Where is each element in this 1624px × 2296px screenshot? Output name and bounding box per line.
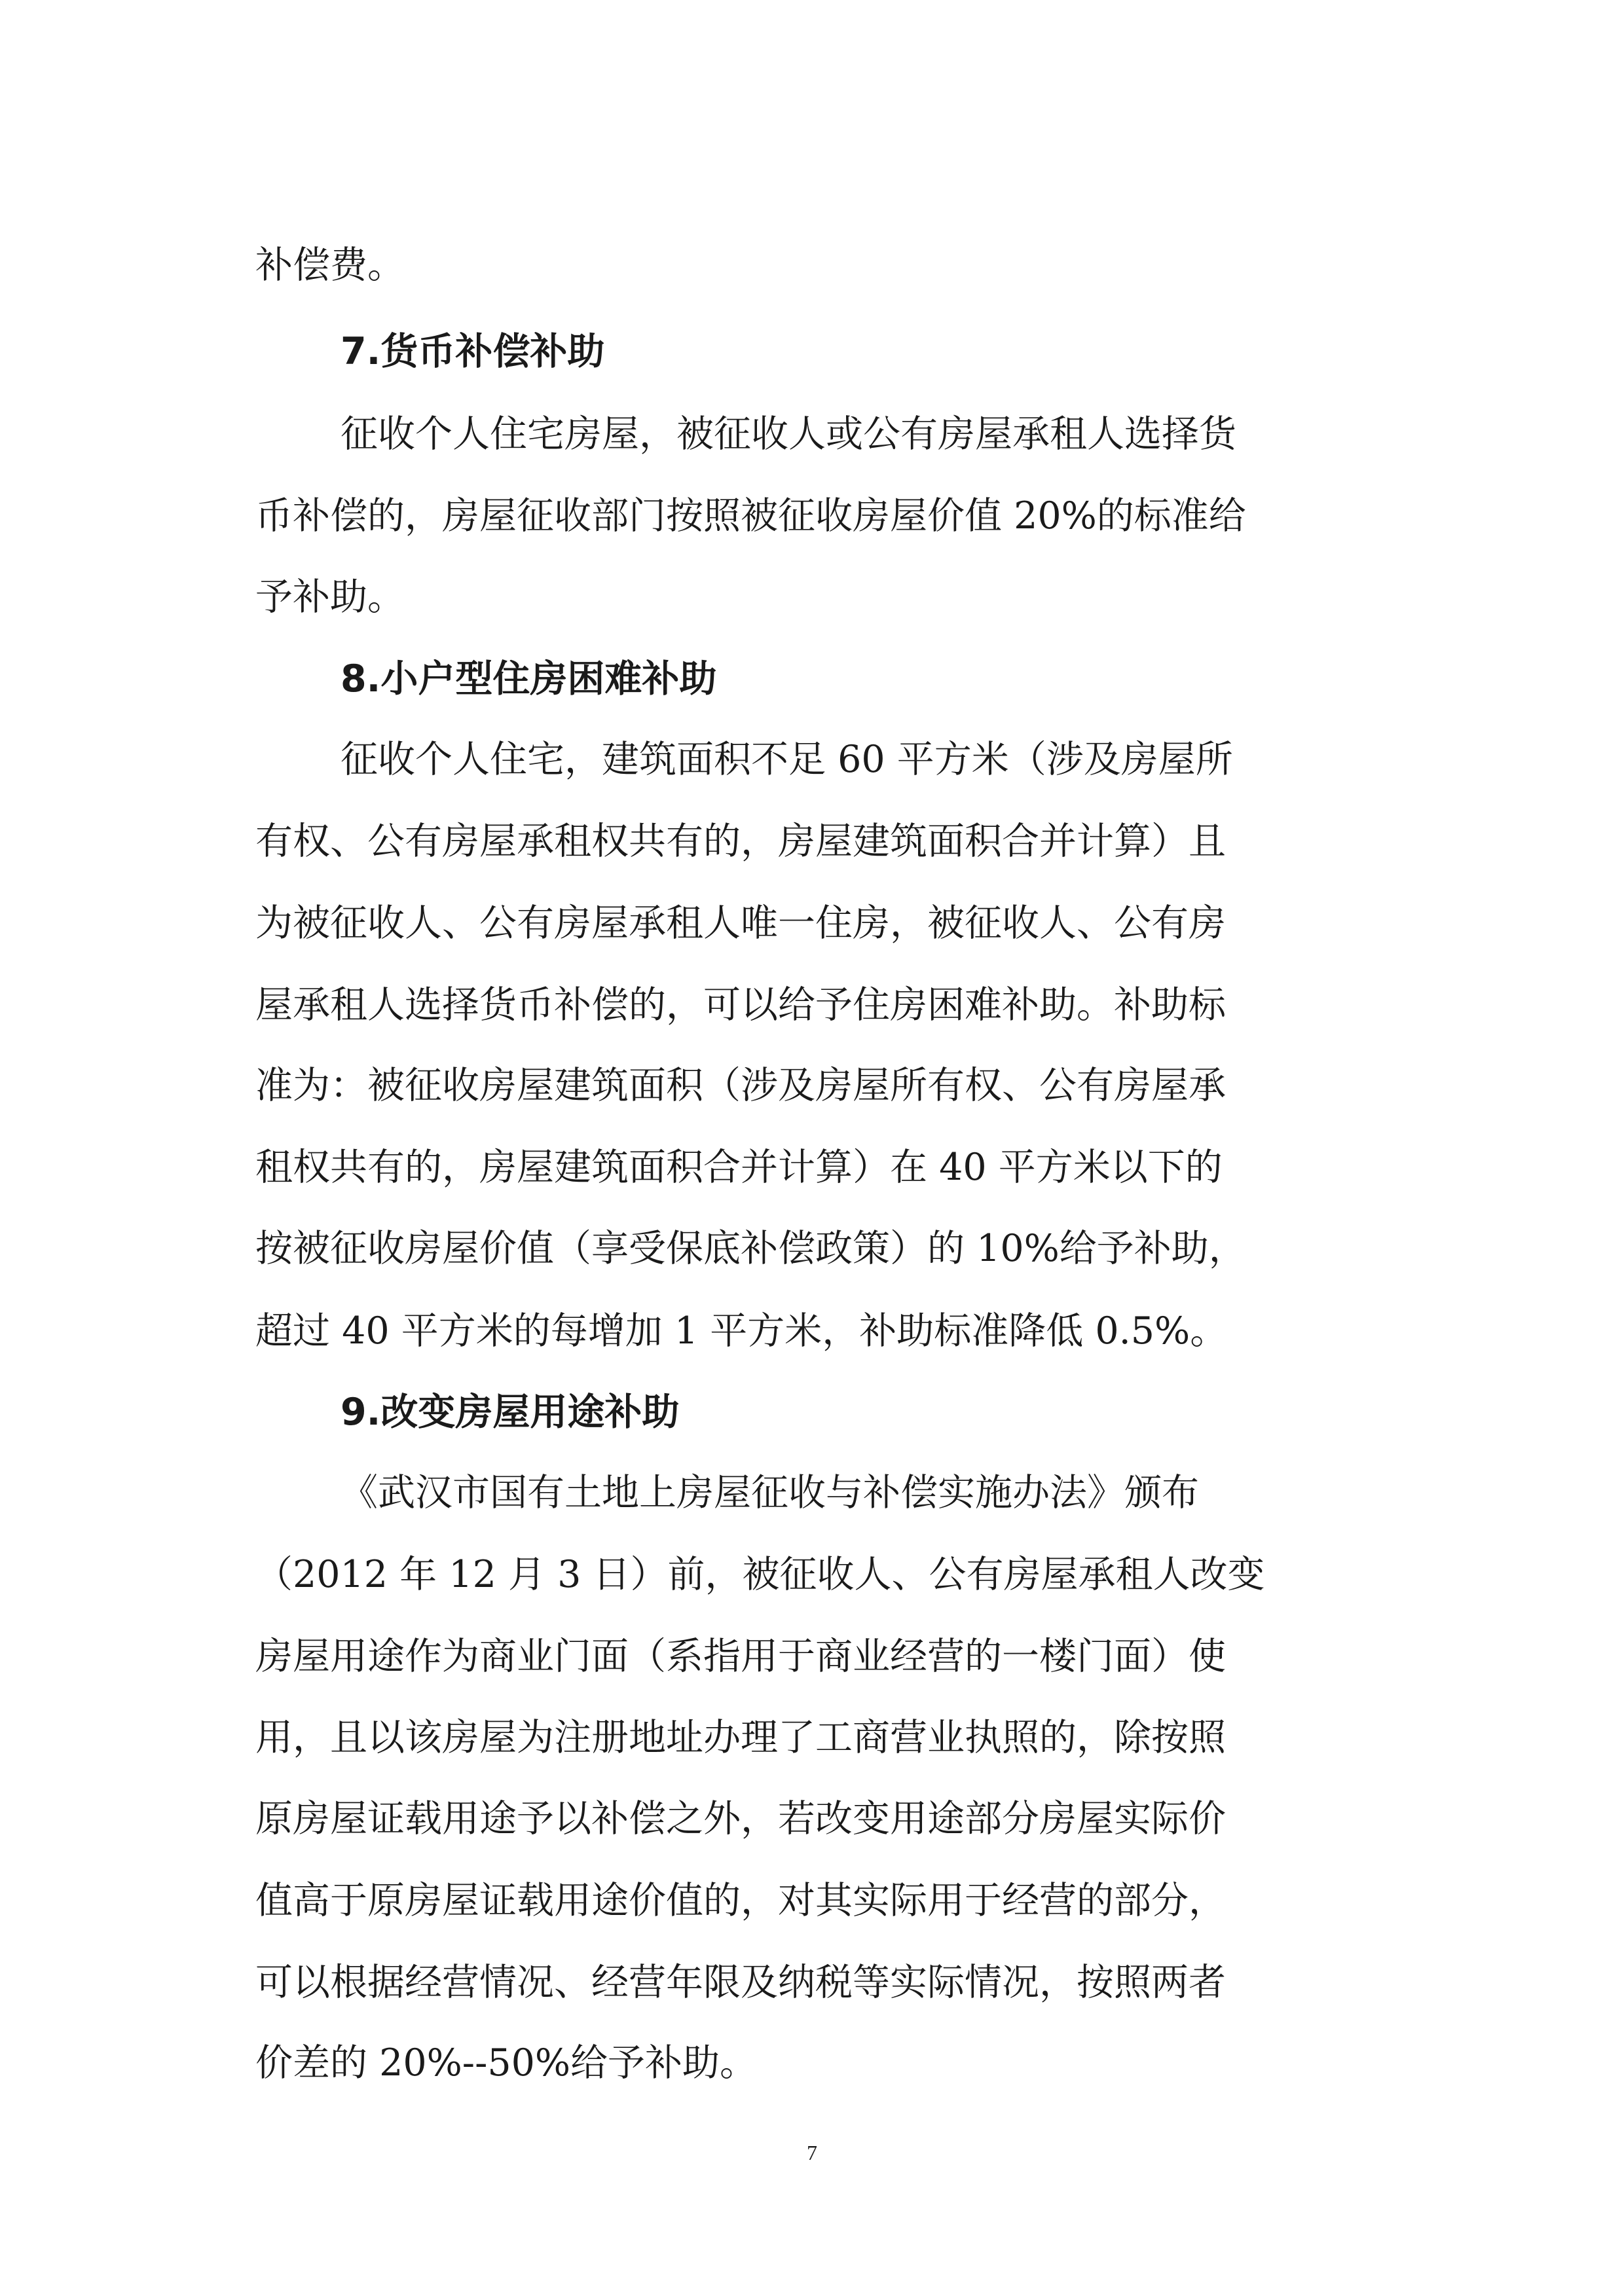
text-line-12: 租权共有的，房屋建筑面积合并计算）在 40 平方米以下的 [255, 1146, 1223, 1189]
text-line-18: 房屋用途作为商业门面（系指用于商业经营的一楼门面）使 [255, 1635, 1226, 1678]
text-line-1: 补偿费。 [255, 244, 405, 287]
section-heading-7: 7.货币补偿补助 [341, 330, 605, 373]
text-line-16: 《武汉市国有土地上房屋征收与补偿实施办法》颁布 [341, 1471, 1199, 1514]
text-line-8: 有权、公有房屋承租权共有的，房屋建筑面积合并计算）且 [255, 820, 1226, 863]
text-line-11: 准为：被征收房屋建筑面积（涉及房屋所有权、公有房屋承 [255, 1064, 1226, 1107]
text-line-9: 为被征收人、公有房屋承租人唯一住房，被征收人、公有房 [255, 902, 1226, 945]
section-heading-9: 9.改变房屋用途补助 [341, 1391, 680, 1434]
text-line-22: 可以根据经营情况、经营年限及纳税等实际情况，按照两者 [255, 1961, 1226, 2004]
text-line-5: 予补助。 [255, 575, 405, 619]
text-line-10: 屋承租人选择货币补偿的，可以给予住房困难补助。补助标 [255, 983, 1226, 1027]
text-line-21: 值高于原房屋证载用途价值的，对其实际用于经营的部分， [255, 1879, 1226, 1922]
text-line-13: 按被征收房屋价值（享受保底补偿政策）的 10%给予补助， [255, 1227, 1246, 1270]
text-line-4: 币补偿的，房屋征收部门按照被征收房屋价值 20%的标准给 [255, 494, 1246, 538]
section-heading-8: 8.小户型住房困难补助 [341, 657, 717, 701]
page-number: 7 [807, 2141, 817, 2164]
text-line-17: （2012 年 12 月 3 日）前，被征收人、公有房屋承租人改变 [255, 1553, 1265, 1596]
text-line-3: 征收个人住宅房屋，被征收人或公有房屋承租人选择货 [341, 412, 1236, 456]
text-line-14: 超过 40 平方米的每增加 1 平方米，补助标准降低 0.5%。 [255, 1309, 1228, 1353]
text-line-20: 原房屋证载用途予以补偿之外，若改变用途部分房屋实际价 [255, 1797, 1226, 1840]
text-line-19: 用，且以该房屋为注册地址办理了工商营业执照的，除按照 [255, 1716, 1226, 1759]
text-line-23: 价差的 20%--50%给予补助。 [255, 2041, 758, 2085]
text-line-7: 征收个人住宅，建筑面积不足 60 平方米（涉及房屋所 [341, 738, 1233, 781]
